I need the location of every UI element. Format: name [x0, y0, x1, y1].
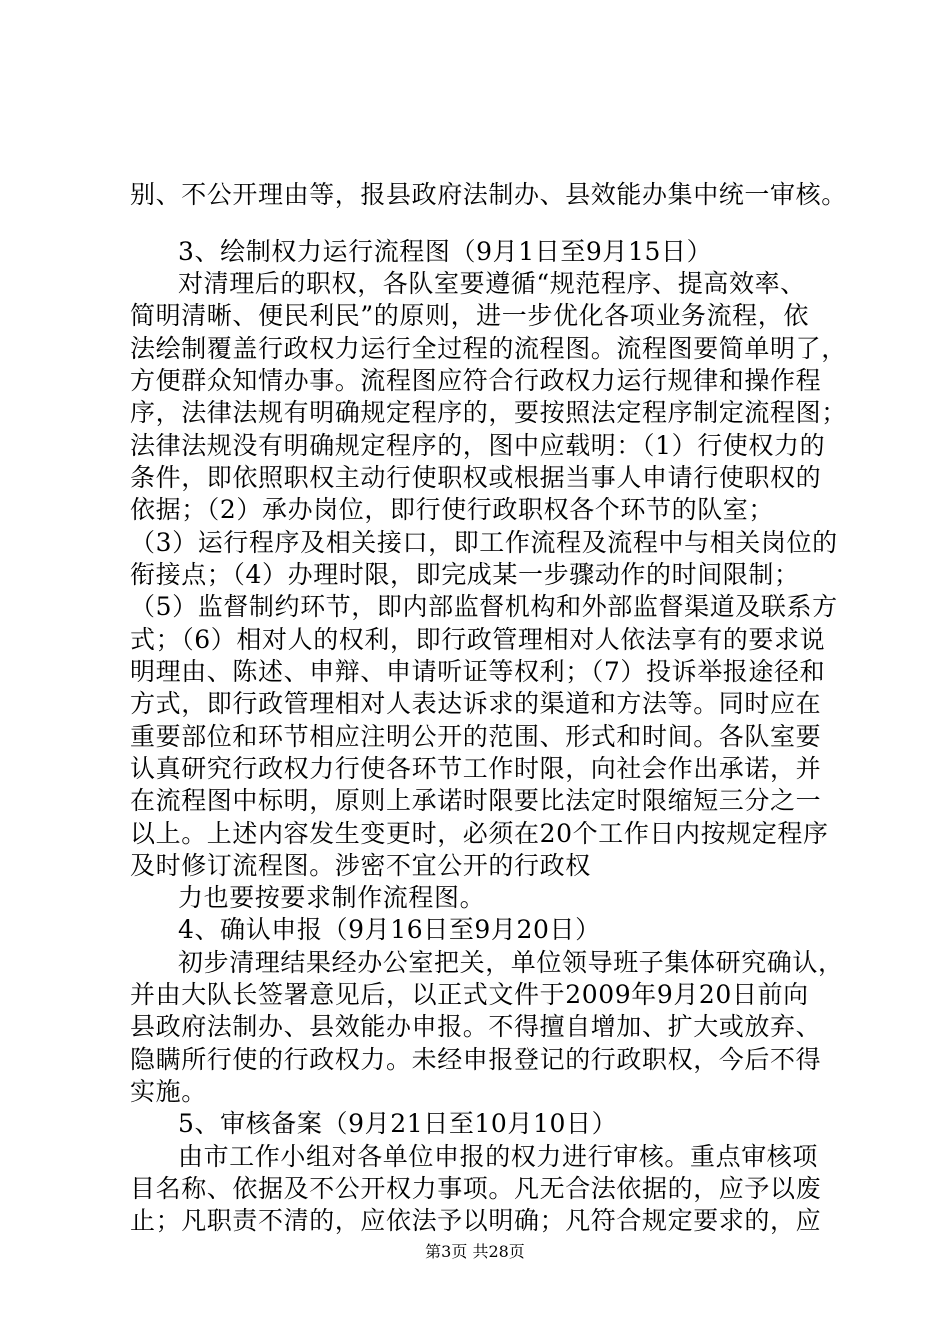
paragraph-line: 力也要按要求制作流程图。 [178, 883, 486, 912]
paragraph-line: 序，法律法规有明确规定程序的，要按照法定程序制定流程图； [130, 398, 847, 427]
paragraph-line: 由市工作小组对各单位申报的权力进行审核。重点审核项 [178, 1142, 819, 1171]
section-heading: 4、确认申报（9月16日至9月20日） [178, 915, 601, 944]
paragraph-line: 方式，即行政管理相对人表达诉求的渠道和方法等。同时应在 [130, 689, 822, 718]
paragraph-line: 法绘制覆盖行政权力运行全过程的流程图。流程图要简单明了， [130, 334, 847, 363]
paragraph-line: 止；凡职责不清的，应依法予以明确；凡符合规定要求的，应 [130, 1206, 822, 1235]
paragraph-line: 别、不公开理由等，报县政府法制办、县效能办集中统一审核。 [130, 180, 847, 209]
page-number-footer: 第3页 共28页 [425, 1242, 525, 1261]
paragraph-line: 县政府法制办、县效能办申报。不得擅自增加、扩大或放弃、 [130, 1012, 822, 1041]
paragraph-line: 在流程图中标明，原则上承诺时限要比法定时限缩短三分之一 [130, 786, 822, 815]
paragraph-line: 法律法规没有明确规定程序的，图中应载明：（1）行使权力的 [130, 431, 826, 460]
section-heading: 5、审核备案（9月21日至10月10日） [178, 1109, 618, 1138]
paragraph-line: 式；（6）相对人的权利，即行政管理相对人依法享有的要求说 [130, 625, 826, 654]
paragraph-line: 目名称、依据及不公开权力事项。凡无合法依据的，应予以废 [130, 1174, 822, 1203]
paragraph-line: 认真研究行政权力行使各环节工作时限，向社会作出承诺，并 [130, 754, 822, 783]
paragraph-line: 明理由、陈述、申辩、申请听证等权利；（7）投诉举报途径和 [130, 657, 826, 686]
paragraph-line: 及时修订流程图。涉密不宜公开的行政权 [130, 851, 591, 880]
paragraph-line: 实施。 [130, 1077, 207, 1106]
paragraph-line: 并由大队长签署意见后，以正式文件于2009年9月20日前向 [130, 980, 809, 1009]
paragraph-line: 以上。上述内容发生变更时，必须在20个工作日内按规定程序 [130, 819, 829, 848]
paragraph-line: 衔接点；（4）办理时限，即完成某一步骤动作的时间限制； [130, 560, 800, 589]
paragraph-line: 方便群众知情办事。流程图应符合行政权力运行规律和操作程 [130, 366, 822, 395]
paragraph-line: 重要部位和环节相应注明公开的范围、形式和时间。各队室要 [130, 722, 822, 751]
paragraph-line: 简明清晰、便民利民”的原则，进一步优化各项业务流程，依 [130, 301, 809, 330]
paragraph-line: 隐瞒所行使的行政权力。未经申报登记的行政职权，今后不得 [130, 1045, 822, 1074]
paragraph-line: 对清理后的职权，各队室要遵循“规范程序、提高效率、 [178, 269, 806, 298]
paragraph-line: 初步清理结果经办公室把关，单位领导班子集体研究确认， [178, 948, 844, 977]
paragraph-line: 依据；（2）承办岗位，即行使行政职权各个环节的队室； [130, 495, 775, 524]
paragraph-line: （5）监督制约环节，即内部监督机构和外部监督渠道及联系方 [130, 592, 838, 621]
paragraph-line: 条件，即依照职权主动行使职权或根据当事人申请行使职权的 [130, 463, 822, 492]
section-heading: 3、绘制权力运行流程图（9月1日至9月15日） [178, 237, 713, 266]
paragraph-line: （3）运行程序及相关接口，即工作流程及流程中与相关岗位的 [130, 528, 838, 557]
